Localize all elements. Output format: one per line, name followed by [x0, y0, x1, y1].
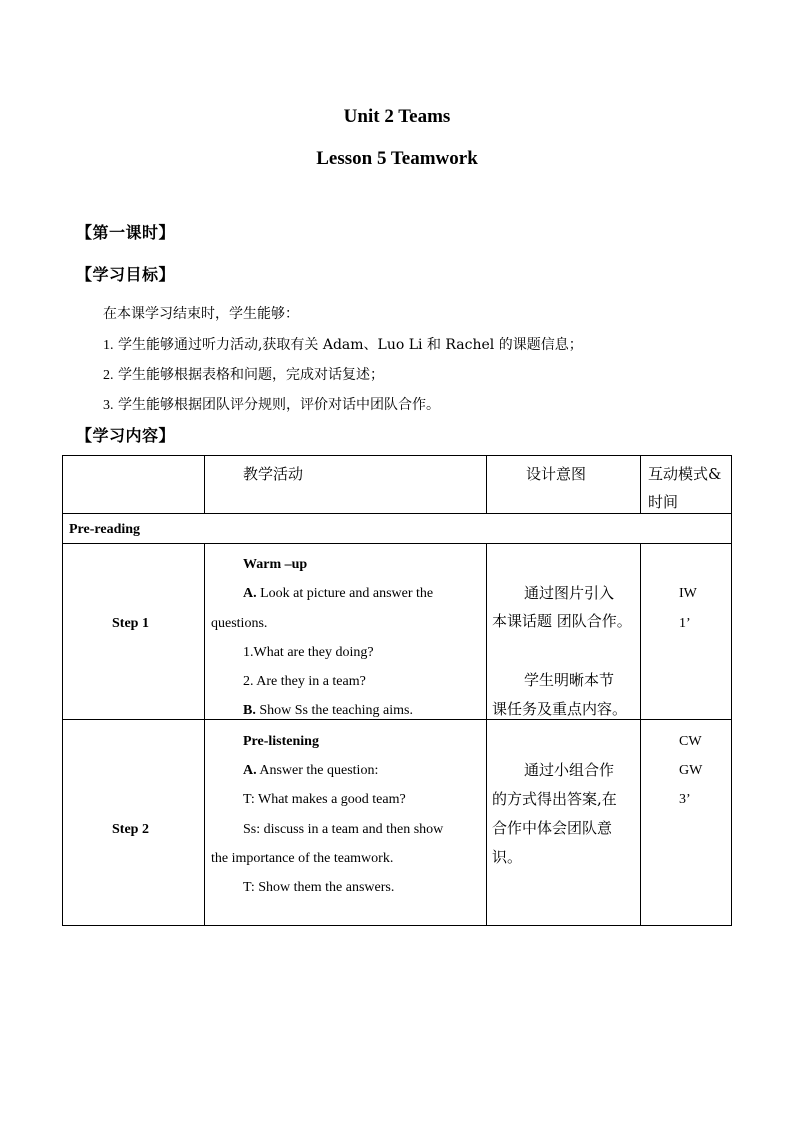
- header-activity: 教学活动: [243, 465, 304, 483]
- objectives-intro: 在本课学习结束时，学生能够：: [103, 306, 299, 322]
- table-border: [62, 925, 732, 926]
- activity-line: [243, 756, 378, 785]
- time-value: 1’: [679, 616, 691, 631]
- objective-text: 学生能够通过听力活动,获取有关 Adam、Luo Li 和 Rachel 的课题信息；: [117, 337, 583, 353]
- section-period-heading: 【第一课时】: [76, 223, 176, 242]
- intent-line: 识。: [492, 848, 523, 866]
- lesson-table: [62, 455, 732, 927]
- unit-title: Unit 2 Teams: [343, 106, 451, 127]
- table-border: [62, 455, 63, 926]
- activity-line: 1.What are they doing?: [243, 645, 374, 660]
- time-value: 3’: [679, 792, 691, 807]
- activity-line: T: Show them the answers.: [243, 880, 395, 895]
- table-border: [204, 455, 205, 514]
- activity-text: Show Ss the teaching aims.: [259, 703, 413, 718]
- section-content-heading: 【学习内容】: [76, 426, 176, 445]
- activity-line: Ss: discuss in a team and then show: [243, 822, 444, 837]
- step-label: Step 1: [112, 616, 149, 631]
- objective-text: 学生能够根据团队评分规则，评价对话中团队合作。: [117, 397, 440, 413]
- objective-item: [103, 394, 440, 414]
- table-border: [731, 455, 732, 926]
- activity-heading: Warm –up: [243, 557, 308, 572]
- activity-text: Look at picture and answer the: [260, 586, 434, 601]
- intent-line: 通过小组合作: [524, 761, 615, 779]
- mode-value: GW: [679, 763, 703, 778]
- header-time: 时间: [648, 493, 679, 511]
- intent-line: 合作中体会团队意: [492, 819, 613, 837]
- activity-heading: Pre-listening: [243, 734, 319, 749]
- lesson-title: Lesson 5 Teamwork: [316, 148, 478, 169]
- activity-line: [243, 696, 413, 725]
- table-border: [62, 455, 732, 456]
- objective-item: [103, 334, 583, 354]
- table-border: [486, 455, 487, 514]
- objective-item: [103, 364, 384, 384]
- activity-label: A.: [243, 586, 257, 601]
- header-mode: 互动模式&: [648, 465, 722, 483]
- mode-value: IW: [679, 586, 697, 601]
- step-label: Step 2: [112, 822, 149, 837]
- objective-number: 2.: [103, 368, 114, 383]
- activity-line: T: What makes a good team?: [243, 792, 406, 807]
- objective-number: 1.: [103, 338, 114, 353]
- table-border: [62, 513, 732, 514]
- mode-value: CW: [679, 734, 702, 749]
- table-border: [640, 455, 641, 514]
- intent-line: 课任务及重点内容。: [492, 700, 628, 718]
- section-objectives-heading: 【学习目标】: [76, 265, 176, 284]
- table-border: [62, 543, 732, 544]
- activity-label: B.: [243, 703, 256, 718]
- table-border: [486, 543, 487, 926]
- activity-line: questions.: [211, 616, 268, 631]
- activity-line: 2. Are they in a team?: [243, 674, 366, 689]
- stage-label: Pre-reading: [69, 522, 141, 537]
- header-intent: 设计意图: [526, 465, 587, 483]
- intent-line: 的方式得出答案,在: [492, 790, 617, 808]
- activity-label: A.: [243, 763, 257, 778]
- intent-line: 学生明晰本节: [524, 671, 615, 689]
- intent-line: 通过图片引入: [524, 584, 615, 602]
- table-border: [640, 543, 641, 926]
- intent-line: 本课话题 团队合作。: [492, 612, 632, 630]
- objective-number: 3.: [103, 398, 114, 413]
- objective-text: 学生能够根据表格和问题，完成对话复述；: [117, 367, 384, 383]
- activity-line: the importance of the teamwork.: [211, 851, 394, 866]
- table-border: [204, 543, 205, 926]
- activity-line: [243, 579, 479, 608]
- activity-text: Answer the question:: [259, 763, 379, 778]
